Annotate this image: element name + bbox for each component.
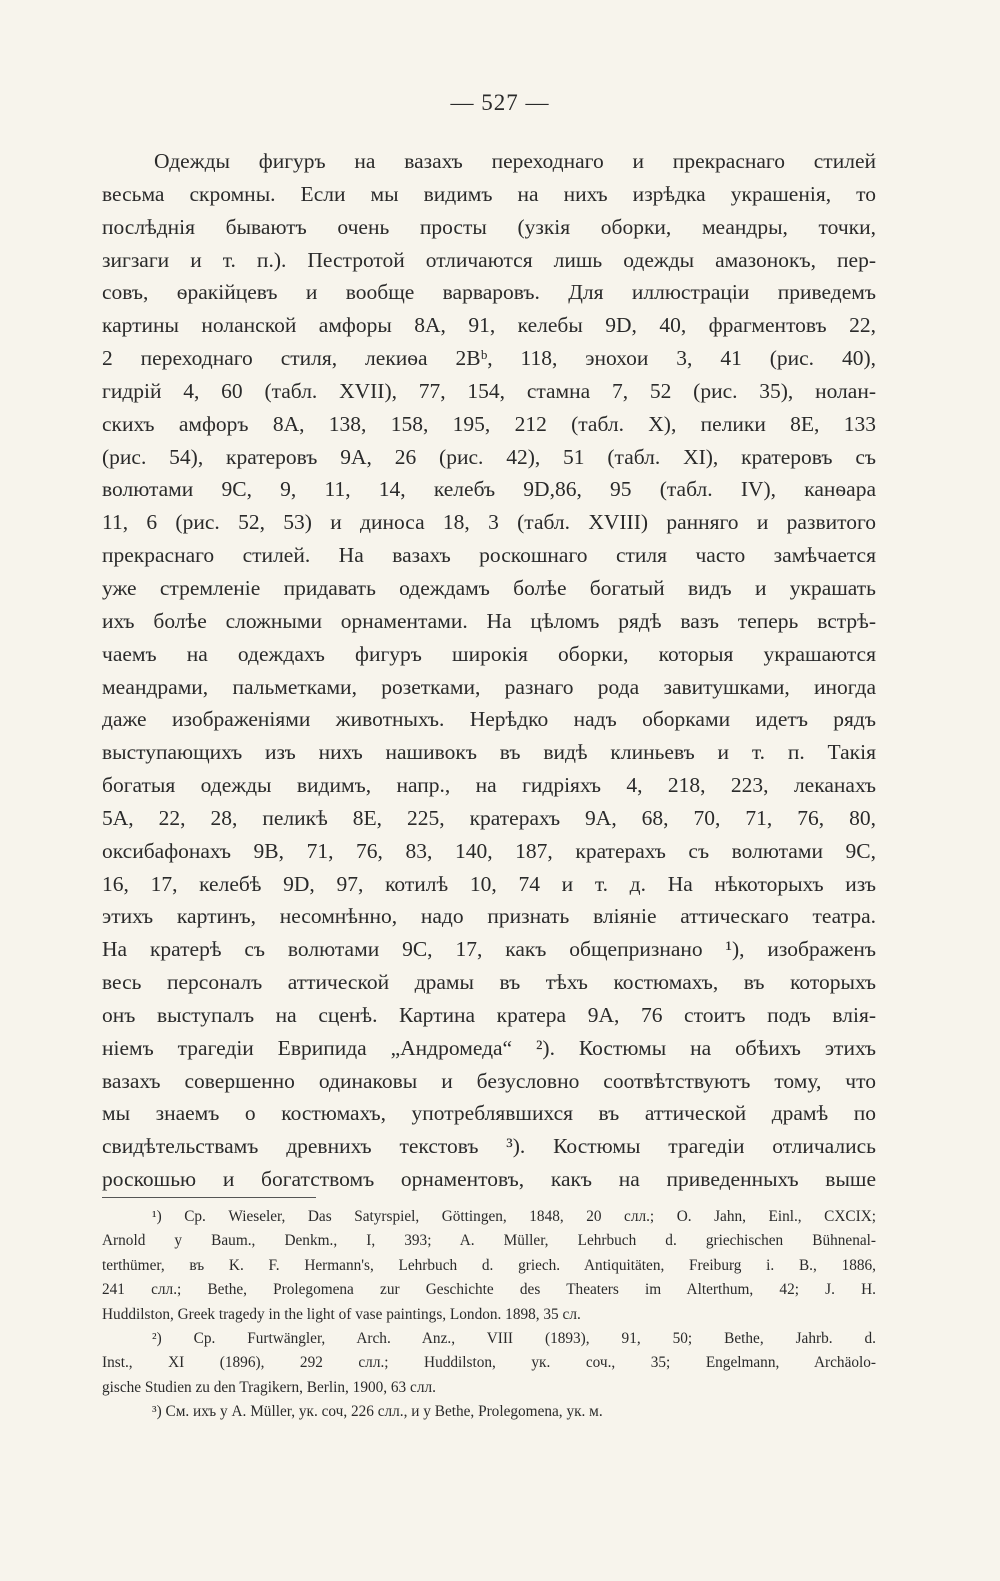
footnote-line: ³) См. ихъ у A. Müller, ук. соч, 226 слл., и у Bethe, Prolegomena, ук. м. bbox=[152, 1403, 603, 1421]
text-line: весьма скромны. Если мы видимъ на нихъ изрѣдка украшенія, то bbox=[102, 181, 876, 206]
text-line: картины ноланской амфоры 8А, 91, келебы 9D, 40, фрагментовъ 22, bbox=[102, 313, 876, 338]
text-line: выступающихъ изъ нихъ нашивокъ въ видѣ клиньевъ и т. п. Такія bbox=[102, 740, 876, 765]
text-line: даже изображеніями животныхъ. Нерѣдко надъ оборками идетъ рядъ bbox=[102, 707, 876, 732]
text-line: 2 переходнаго стиля, лекиѳа 2Bᵇ, 118, энохои 3, 41 (рис. 40), bbox=[102, 346, 876, 371]
footnote-line: Huddilston, Greek tragedy in the light of vase paintings, London. 1898, 35 сл. bbox=[102, 1305, 581, 1323]
text-line: 11, 6 (рис. 52, 53) и диноса 18, 3 (табл. XVIII) ранняго и развитого bbox=[102, 510, 876, 535]
text-line: 5А, 22, 28, пеликѣ 8Е, 225, кратерахъ 9А, 68, 70, 71, 76, 80, bbox=[102, 805, 876, 830]
page-number: — 527 — bbox=[450, 90, 550, 115]
footnote-line: ²) Ср. Furtwängler, Arch. Anz., VIII (1893), 91, 50; Bethe, Jahrb. d. bbox=[152, 1329, 876, 1347]
footnote-line: ¹) Ср. Wieseler, Das Satyrspiel, Göttingen, 1848, 20 слл.; O. Jahn, Einl., CXCIX; bbox=[152, 1208, 876, 1225]
footnote-line: 241 слл.; Bethe, Prolegomena zur Geschichte des Theaters im Alterthum, 42; J. H. bbox=[102, 1281, 876, 1299]
text-line: зигзаги и т. п.). Пестротой отличаются лишь одежды амазонокъ, пер- bbox=[102, 247, 876, 272]
text-line: чаемъ на одеждахъ фигуръ широкія оборки, которыя украшаются bbox=[102, 641, 876, 666]
text-line: богатыя одежды видимъ, напр., на гидріяхъ 4, 218, 223, леканахъ bbox=[102, 773, 876, 798]
footnote-line: Inst., XI (1896), 292 слл.; Huddilston, ук. соч., 35; Engelmann, Archäolo- bbox=[102, 1354, 876, 1372]
text-line: этихъ картинъ, несомнѣнно, надо признать вліяніе аттическаго театра. bbox=[102, 904, 876, 929]
footnote-divider bbox=[102, 1197, 316, 1198]
text-line: (рис. 54), кратеровъ 9А, 26 (рис. 42), 51 (табл. XI), кратеровъ съ bbox=[102, 444, 876, 469]
text-line: вазахъ совершенно одинаковы и безусловно соотвѣтствуютъ тому, что bbox=[102, 1068, 876, 1093]
main-text bbox=[102, 145, 876, 1196]
footnote-line: gische Studien zu den Tragikern, Berlin, 1900, 63 слл. bbox=[102, 1378, 436, 1396]
text-line: ніемъ трагедіи Еврипида „Андромеда“ ²). Костюмы на обѣихъ этихъ bbox=[102, 1035, 876, 1060]
footnote-line: terthümer, въ K. F. Hermann's, Lehrbuch d. griech. Antiquitäten, Freiburg i. B., 1886, bbox=[102, 1256, 876, 1274]
text-line: гидрій 4, 60 (табл. XVII), 77, 154, стамна 7, 52 (рис. 35), нолан- bbox=[102, 378, 876, 403]
text-line: мы знаемъ о костюмахъ, употреблявшихся въ аттической драмѣ по bbox=[102, 1101, 876, 1126]
text-line: уже стремленіе придавать одеждамъ болѣе богатый видъ и украшать bbox=[102, 575, 876, 600]
text-line: Одежды фигуръ на вазахъ переходнаго и прекраснаго стилей bbox=[154, 149, 876, 173]
text-line: прекраснаго стилей. На вазахъ роскошнаго стиля часто замѣчается bbox=[102, 543, 876, 568]
text-line: волютами 9С, 9, 11, 14, келебъ 9D,86, 95 (табл. IV), канѳара bbox=[102, 477, 876, 502]
text-line: свидѣтельствамъ древнихъ текстовъ ³). Костюмы трагедіи отличались bbox=[102, 1134, 876, 1159]
text-line: скихъ амфоръ 8А, 138, 158, 195, 212 (табл. X), пелики 8Е, 133 bbox=[102, 411, 876, 436]
text-line: роскошью и богатствомъ орнаментовъ, какъ на приведенныхъ выше bbox=[102, 1167, 876, 1192]
footnotes bbox=[102, 1205, 876, 1425]
text-line: 16, 17, келебѣ 9D, 97, котилѣ 10, 74 и т. д. На нѣкоторыхъ изъ bbox=[102, 871, 876, 896]
text-line: ихъ болѣе сложными орнаментами. На цѣломъ рядѣ вазъ теперь встрѣ- bbox=[102, 608, 876, 633]
text-line: меандрами, пальметками, розетками, разнаго рода завитушками, иногда bbox=[102, 674, 876, 699]
text-line: совъ, ѳракійцевъ и вообще варваровъ. Для иллюстраціи приведемъ bbox=[102, 280, 876, 305]
text-line: послѣднія бываютъ очень просты (узкія оборки, меандры, точки, bbox=[102, 214, 876, 239]
text-line: онъ выступалъ на сценѣ. Картина кратера 9А, 76 стоитъ подъ влія- bbox=[102, 1002, 876, 1027]
footnote-line: Arnold у Baum., Denkm., I, 393; A. Müller, Lehrbuch d. griechischen Bühnenal- bbox=[102, 1232, 876, 1250]
text-line: весь персоналъ аттической драмы въ тѣхъ костюмахъ, въ которыхъ bbox=[102, 970, 876, 995]
text-line: оксибафонахъ 9В, 71, 76, 83, 140, 187, кратерахъ съ волютами 9С, bbox=[102, 838, 876, 863]
text-line: На кратерѣ съ волютами 9С, 17, какъ общепризнано ¹), изображенъ bbox=[102, 937, 876, 962]
